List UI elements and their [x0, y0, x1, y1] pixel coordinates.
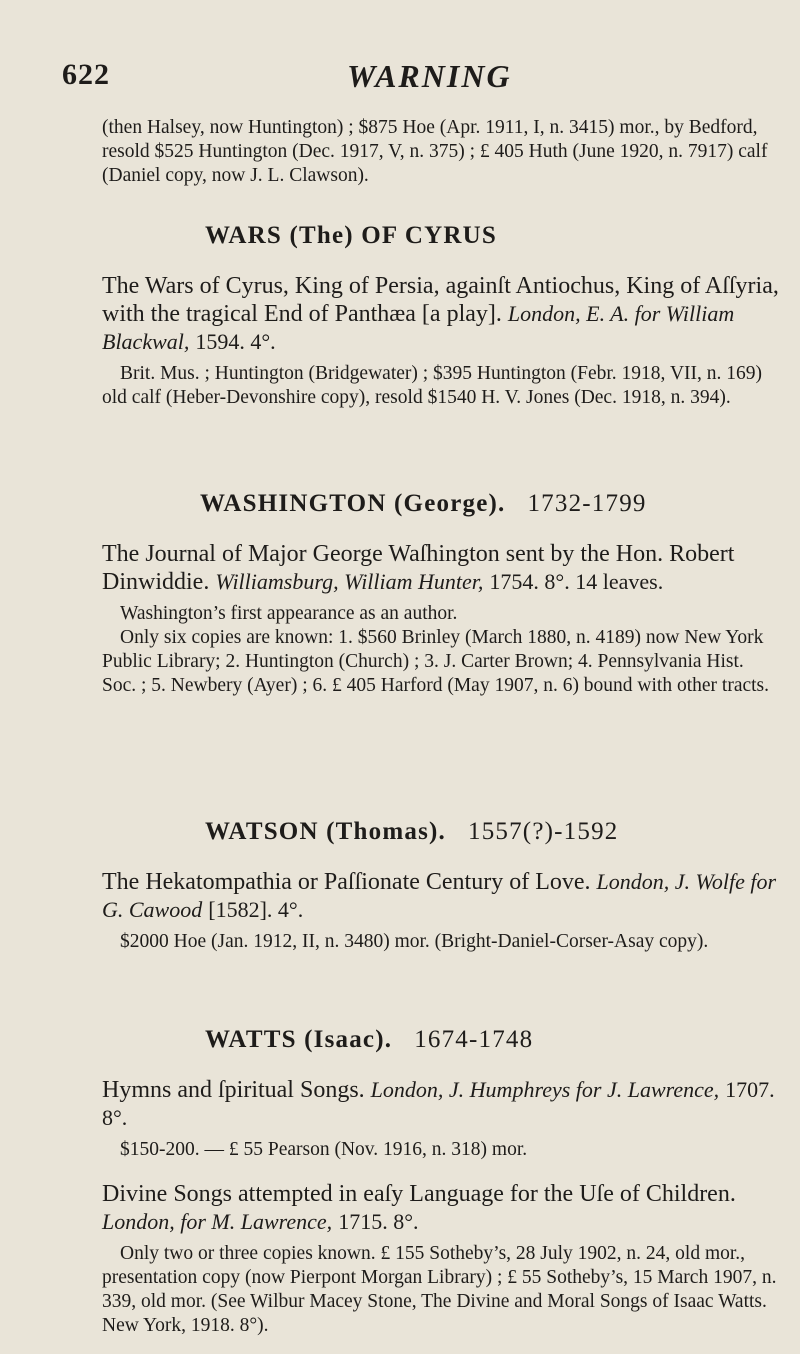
entry-note: $2000 Hoe (Jan. 1912, II, n. 3480) mor. (Bright-Daniel-Corser-Asay copy).: [120, 931, 709, 952]
page-number: 622: [62, 58, 110, 91]
imprint-date: 1715. 8°.: [338, 1209, 419, 1234]
imprint: London, J. Wolfe for G. Cawood: [102, 869, 777, 922]
book-title: [102, 272, 782, 356]
entry-body: [102, 868, 782, 954]
imprint-date: 1707. 8°.: [102, 1077, 775, 1130]
title-text: Hymns and ſpiritual Songs.: [102, 1077, 365, 1103]
book-title: [102, 1180, 782, 1236]
title-text: The Hekatompathia or Paſſionate Century of Love.: [102, 869, 591, 895]
author-name: WATTS (Isaac).: [205, 1026, 393, 1053]
entry-note: Brit. Mus. ; Huntington (Bridgewater) ; $395 Huntington (Febr. 1918, VII, n. 169) old calf (Heber-Devonshire copy), resold $1540 H. V. Jones (Dec. 1918, n. 394).: [102, 363, 763, 408]
book-title: [102, 1076, 782, 1132]
author-dates: 1732-1799: [527, 490, 647, 517]
author-name: WASHINGTON (George).: [200, 490, 506, 517]
imprint: London, J. Humphreys for J. Lawrence,: [370, 1077, 720, 1102]
title-text: Divine Songs attempted in eaſy Language for the Uſe of Children.: [102, 1181, 736, 1207]
entry-note: Only two or three copies known. £ 155 Sotheby’s, 28 July 1902, n. 24, old mor., presentation copy (now Pierpont Morgan Library) ; £ 55 Sotheby’s, 15 March 1907, n. 339, old mor. (See Wilbur Macey Stone, The Divine and Moral Songs of Isaac Watts. New York, 1918. 8°).: [102, 1243, 777, 1336]
running-head-title: WARNING: [347, 58, 512, 94]
entry-heading: [200, 490, 647, 518]
imprint: London, for M. Lawrence,: [102, 1209, 333, 1234]
entry-body: [102, 1076, 782, 1162]
imprint-date: 1594. 4°.: [195, 329, 276, 354]
title-text: The Journal of Major George Waſhington sent by the Hon. Robert Dinwiddie.: [102, 541, 735, 595]
entry-note: $150-200. — £ 55 Pearson (Nov. 1916, n. 318) mor.: [120, 1139, 528, 1160]
book-title: [102, 868, 782, 924]
carryover-block: [102, 116, 782, 188]
entry-heading: [205, 1026, 533, 1054]
entry-body: [102, 540, 782, 698]
author-name: WATSON (Thomas).: [205, 818, 446, 845]
book-title: [102, 540, 782, 596]
entry-note: Only six copies are known: 1. $560 Brinley (March 1880, n. 4189) now New York Public Library; 2. Huntington (Church) ; 3. J. Carter Brown; 4. Pennsylvania Hist. Soc. ; 5. Newbery (Ayer) ; 6. £ 405 Harford (May 1907, n. 6) bound with other tracts.: [102, 627, 770, 696]
running-head: [62, 58, 760, 98]
entry-note: Washington’s first appearance as an author.: [120, 603, 458, 624]
imprint-date: [1582]. 4°.: [208, 897, 304, 922]
author-dates: 1557(?)-1592: [468, 818, 619, 845]
entry-body: [102, 272, 782, 410]
author-name: WARS (The) OF CYRUS: [205, 222, 498, 249]
entry-heading: [205, 818, 618, 846]
title-text: The Wars of Cyrus, King of Persia, againſt Antiochus, King of Aſſyria, with the tragical End of Panthæa [a play].: [102, 273, 779, 327]
carryover-paragraph: (then Halsey, now Huntington) ; $875 Hoe (Apr. 1911, I, n. 3415) mor., by Bedford, resold $525 Huntington (Dec. 1917, V, n. 375) ; £ 405 Huth (June 1920, n. 7917) calf (Daniel copy, now J. L. Clawson).: [102, 117, 768, 186]
entry-heading: [205, 222, 497, 250]
imprint: Williamsburg, William Hunter,: [215, 569, 484, 594]
author-dates: 1674-1748: [414, 1026, 534, 1053]
entry-body: [102, 1180, 782, 1338]
imprint-date: 1754. 8°. 14 leaves.: [489, 569, 664, 594]
imprint: London, E. A. for William Blackwal,: [102, 301, 735, 354]
